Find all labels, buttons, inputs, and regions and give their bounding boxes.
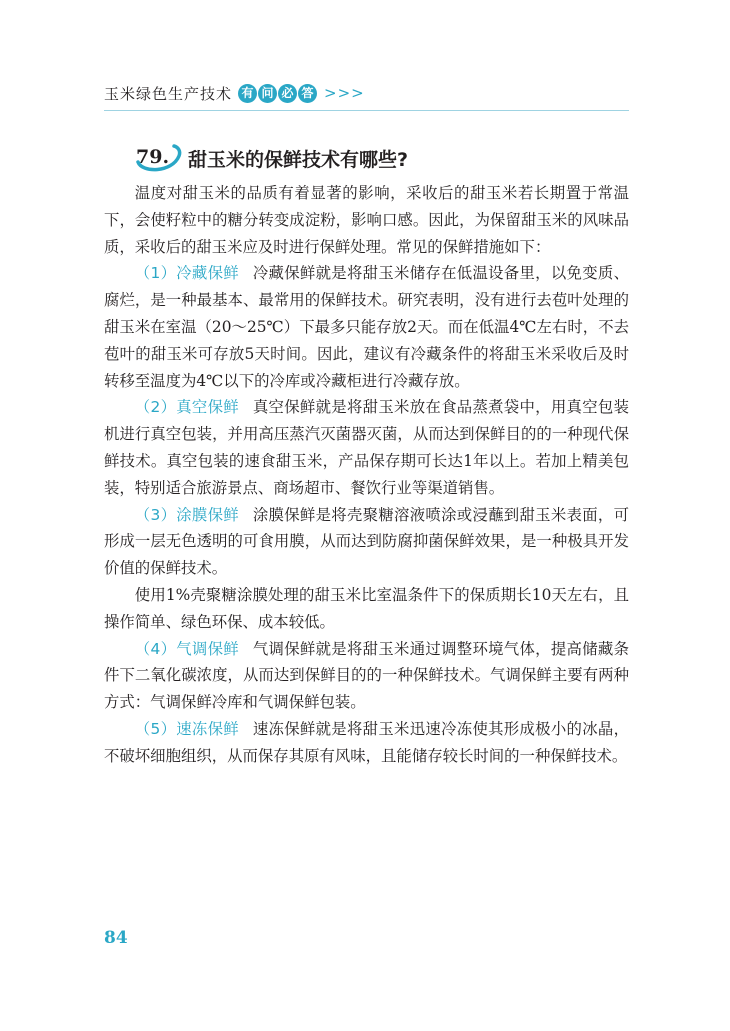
item-lead: （4）气调保鲜 [134, 639, 239, 658]
question-heading [132, 140, 408, 176]
paragraph [104, 636, 629, 716]
item-lead: （1）冷藏保鲜 [134, 264, 239, 283]
answer-body [104, 180, 629, 770]
chevron-right-icon: >>> [324, 84, 365, 102]
item-lead: （2）真空保鲜 [134, 398, 239, 417]
question-number: 79. [136, 146, 170, 168]
question-title: 甜玉米的保鲜技术有哪些? [188, 148, 409, 171]
series-badge [238, 84, 318, 103]
paragraph [104, 502, 629, 582]
item-lead: （3）涂膜保鲜 [134, 505, 239, 524]
paragraph-text: 温度对甜玉米的品质有着显著的影响，采收后的甜玉米若长期置于常温下，会使籽粒中的糖分转变成淀粉，影响口感。因此，为保留甜玉米的风味品质，采收后的甜玉米应及时进行保鲜处理。常见的保鲜措施如下： [104, 184, 629, 256]
series-chip: 问 [258, 84, 277, 103]
item-lead: （5）速冻保鲜 [134, 719, 239, 738]
paragraph-text: 气调保鲜就是将甜玉米通过调整环境气体，提高储藏条件下二氧化碳浓度，从而达到保鲜目的的一种保鲜技术。气调保鲜主要有两种方式：气调保鲜冷库和气调保鲜包装。 [104, 639, 629, 712]
question-number-badge [132, 142, 184, 174]
header-divider [104, 110, 629, 111]
series-chip: 有 [238, 84, 257, 103]
paragraph-text: 涂膜保鲜是将壳聚糖溶液喷涂或浸蘸到甜玉米表面，可形成一层无色透明的可食用膜，从而达到防腐抑菌保鲜效果，是一种极具开发价值的保鲜技术。 [104, 505, 629, 578]
paragraph [104, 180, 629, 260]
paragraph [104, 582, 629, 636]
page-number: 84 [104, 928, 128, 948]
series-chip: 必 [278, 84, 297, 103]
paragraph [104, 394, 629, 501]
paragraph [104, 716, 629, 770]
book-title: 玉米绿色生产技术 [104, 84, 233, 103]
paragraph [104, 260, 629, 394]
paragraph-text: 速冻保鲜就是将甜玉米迅速冷冻使其形成极小的冰晶，不破坏细胞组织，从而保存其原有风味，且能储存较长时间的一种保鲜技术。 [104, 719, 629, 765]
paragraph-text: 真空保鲜就是将甜玉米放在食品蒸煮袋中，用真空包装机进行真空包装，并用高压蒸汽灭菌器灭菌，从而达到保鲜目的的一种现代保鲜技术。真空包装的速食甜玉米，产品保存期可长达1年以上。若加上精美包装，特别适合旅游景点、商场超市、餐饮行业等渠道销售。 [104, 398, 629, 497]
paragraph-text: 冷藏保鲜就是将甜玉米储存在低温设备里，以免变质、腐烂，是一种最基本、最常用的保鲜技术。研究表明，没有进行去苞叶处理的甜玉米在室温（20～25℃）下最多只能存放2天。而在低温4℃左右时，不去苞叶的甜玉米可存放5天时间。因此，建议有冷藏条件的将甜玉米采收后及时转移至温度为4℃以下的冷库或冷藏柜进行冷藏存放。 [104, 264, 629, 390]
running-header [104, 80, 365, 106]
series-chip: 答 [298, 84, 317, 103]
paragraph-text: 使用1%壳聚糖涂膜处理的甜玉米比室温条件下的保质期长10天左右，且操作简单、绿色环保、成本较低。 [104, 585, 629, 631]
